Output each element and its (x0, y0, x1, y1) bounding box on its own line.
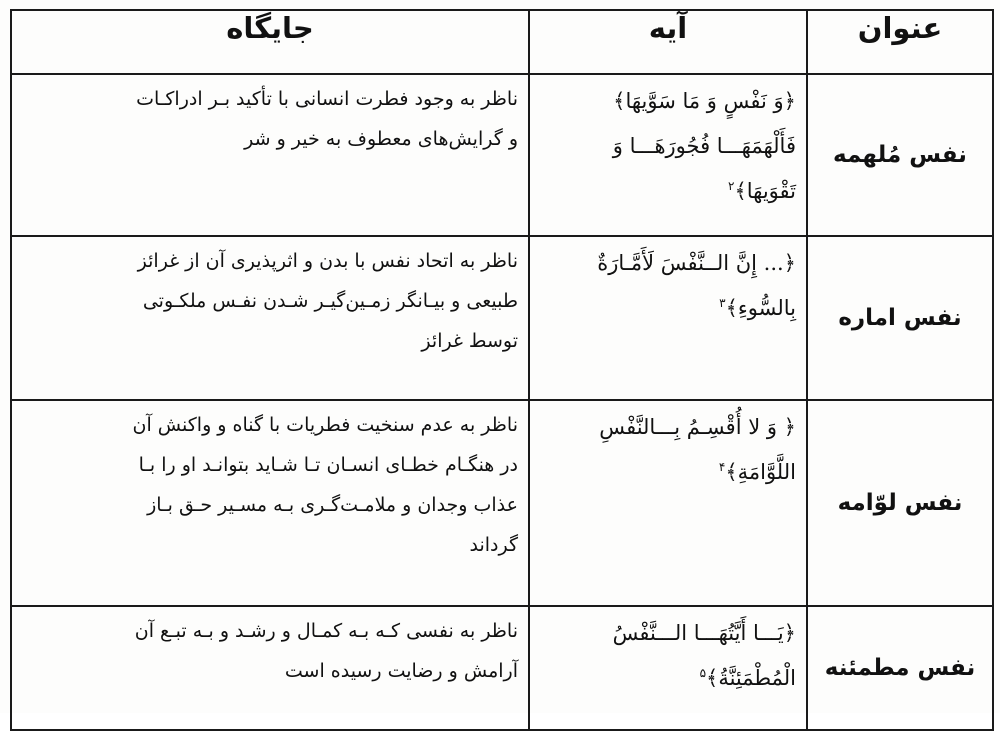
table-header-row (11, 10, 993, 74)
footnote-mark: ۲ (728, 179, 735, 193)
header-title: عنوان (807, 10, 993, 74)
row-title: نفس مطمئنه (807, 606, 993, 730)
row-title: نفس لوّامه (807, 400, 993, 606)
place-line: توسط غرائز (421, 330, 518, 352)
table-row (11, 400, 993, 606)
row-verse (529, 74, 807, 236)
place-line: ناظر به عدم سنخیت فطریات با گناه و واکنش آن (132, 414, 518, 436)
verse-line (536, 450, 796, 495)
verse-text: الْمُطْمَئِنَّةُ﴾ (706, 666, 796, 690)
verse-line: ﴿يَـــا أَيَّتُهَـــا الـــنَّفْسُ (612, 621, 796, 645)
place-line: طبیعی و بیـانگر زمـین‌گیـر شـدن نفـس ملکـوتی (142, 290, 518, 312)
row-place (11, 606, 529, 730)
verse-text: بِالسُّوءِ﴾ (725, 296, 796, 320)
row-verse (529, 400, 807, 606)
place-line: ناظر به اتحاد نفس با بدن و اثرپذیری آن از غرائز (137, 250, 518, 272)
verse-line: ﴿وَ نَفْسٍ وَ مَا سَوَّيهَا﴾ (613, 89, 796, 113)
place-line: گرداند (469, 534, 518, 556)
verse-line (536, 656, 796, 701)
verse-text: اللَّوَّامَةِ﴾ (725, 460, 796, 484)
row-place (11, 236, 529, 400)
place-line: عذاب وجدان و ملامـت‌گـری بـه مسـیر حـق بـاز (147, 494, 518, 516)
row-verse (529, 236, 807, 400)
header-verse: آیه (529, 10, 807, 74)
row-place (11, 400, 529, 606)
row-title: نفس مُلهمه (807, 74, 993, 236)
row-place (11, 74, 529, 236)
verse-line (536, 286, 796, 331)
verse-text: تَقْوَيهَا﴾ (734, 179, 796, 203)
footnote-mark: ۳ (719, 296, 726, 310)
place-line: آرامش و رضایت رسیده است (284, 660, 518, 682)
verse-line (536, 169, 796, 214)
place-line: ناظر به وجود فطرت انسانی با تأکید بـر ادراکـات (136, 88, 518, 110)
table-row (11, 236, 993, 400)
footnote-mark: ۴ (718, 460, 726, 474)
table-row (11, 74, 993, 236)
header-place: جایگاه (11, 10, 529, 74)
place-line: و گرایش‌های معطوف به خیر و شر (244, 128, 518, 150)
place-line: در هنگـام خطـای انسـان تـا شـاید بتوانـد او را بـا (138, 454, 518, 476)
footnote-mark: ۵ (699, 666, 707, 680)
verse-line: فَأَلْهَمَهَـــا فُجُورَهَـــا وَ (612, 134, 796, 158)
verse-line: ﴿... إِنَّ الــنَّفْسَ لَأَمَّـارَةٌ (597, 251, 796, 275)
nafs-table (10, 9, 994, 731)
table-row (11, 606, 993, 730)
row-verse (529, 606, 807, 730)
place-line: ناظر به نفسی کـه بـه کمـال و رشـد و بـه تبـع آن (134, 620, 518, 642)
verse-line: ﴿ وَ لا أُقْسِـمُ بِـــالنَّفْسِ (599, 415, 796, 439)
row-title: نفس اماره (807, 236, 993, 400)
